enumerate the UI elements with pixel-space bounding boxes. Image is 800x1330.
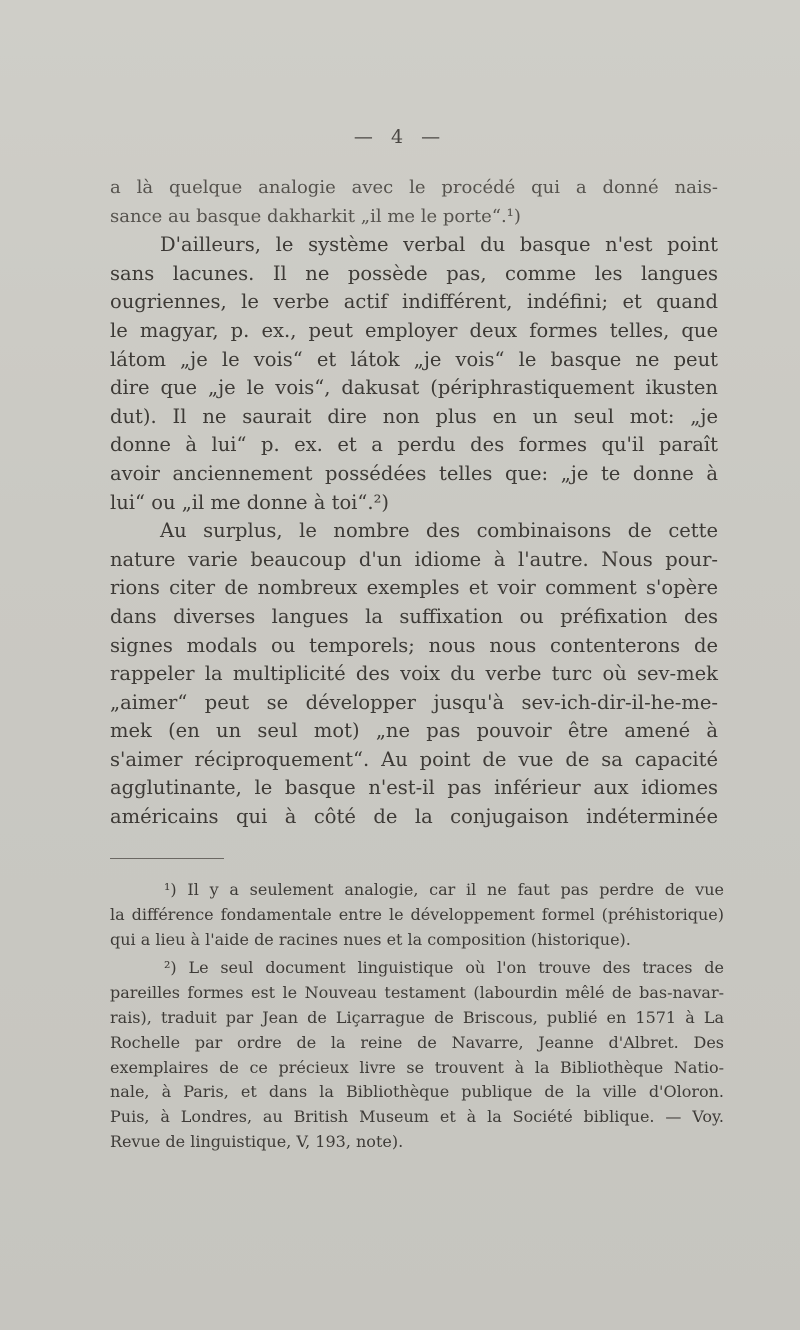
- footnote-line: Revue de linguistique, V, 193, note).: [110, 1131, 404, 1151]
- text-line: látom „je le vois“ et látok „je vois“ le basque ne peut: [110, 347, 718, 371]
- text-line: sance au basque dakharkit „il me le porte“.¹): [110, 205, 521, 227]
- footnote-line: qui a lieu à l'aide de racines nues et la composition (historique).: [110, 929, 631, 949]
- footnote-2: [110, 956, 724, 1154]
- text-line: agglutinante, le basque n'est-il pas inférieur aux idiomes: [110, 776, 718, 800]
- footnote-line: pareilles formes est le Nouveau testament (labourdin mêlé de bas-navar-: [110, 983, 724, 1003]
- text-line: ougriennes, le verbe actif indifférent, indéfini; et quand: [110, 290, 718, 314]
- text-line: „aimer“ peut se développer jusqu'à sev-ich-dir-il-he-me-: [110, 690, 718, 714]
- text-line: rions citer de nombreux exemples et voir comment s'opère: [110, 576, 718, 600]
- text-line: mek (en un seul mot) „ne pas pouvoir être amené à: [110, 719, 718, 743]
- text-line: américains qui à côté de la conjugaison indéterminée: [110, 805, 718, 829]
- text-line: rappeler la multiplicité des voix du verbe turc où sev-mek: [110, 662, 718, 686]
- footnote-line: ¹) Il y a seulement analogie, car il ne faut pas perdre de vue: [164, 880, 724, 899]
- footnote-1: [110, 878, 724, 952]
- footnote-line: la différence fondamentale entre le développement formel (préhistorique): [110, 904, 724, 924]
- footnote-divider: [110, 858, 224, 859]
- text-line: lui“ ou „il me donne à toi“.²): [110, 490, 390, 514]
- footnote-line: rais), traduit par Jean de Liçarrague de Briscous, publié en 1571 à La: [110, 1007, 724, 1027]
- footnote-line: Puis, à Londres, au British Museum et à la Société biblique. — Voy.: [110, 1107, 724, 1127]
- text-line: dut). Il ne saurait dire non plus en un seul mot: „je: [110, 404, 718, 428]
- footnote-line: exemplaires de ce précieux livre se trouvent à la Bibliothèque Natio-: [110, 1057, 724, 1077]
- text-line: dans diverses langues la suffixation ou préfixation des: [110, 604, 718, 628]
- footnote-line: Rochelle par ordre de la reine de Navarre, Jeanne d'Albret. Des: [110, 1032, 724, 1052]
- footnotes: [110, 878, 724, 1155]
- text-line: donne à lui“ p. ex. et a perdu des formes qu'il paraît: [110, 433, 718, 457]
- text-line: s'aimer réciproquement“. Au point de vue de sa capacité: [110, 747, 718, 771]
- text-line: a là quelque analogie avec le procédé qui a donné nais-: [110, 177, 718, 198]
- page-number: — 4 —: [353, 126, 447, 148]
- text-line: sans lacunes. Il ne possède pas, comme les langues: [110, 261, 718, 285]
- text-line: avoir anciennement possédées telles que: „je te donne à: [110, 461, 718, 485]
- main-text: [110, 174, 718, 832]
- text-line: D'ailleurs, le système verbal du basque n'est point: [160, 233, 718, 257]
- text-line: dire que „je le vois“, dakusat (périphrastiquement ikusten: [110, 376, 718, 400]
- text-line: Au surplus, le nombre des combinaisons de cette: [160, 519, 718, 543]
- footnote-line: nale, à Paris, et dans la Bibliothèque publique de la ville d'Oloron.: [110, 1082, 724, 1102]
- text-line: le magyar, p. ex., peut employer deux formes telles, que: [110, 318, 718, 342]
- text-line: nature varie beaucoup d'un idiome à l'autre. Nous pour-: [110, 547, 718, 571]
- text-line: signes modals ou temporels; nous nous contenterons de: [110, 633, 718, 657]
- footnote-line: ²) Le seul document linguistique où l'on trouve des traces de: [164, 958, 724, 978]
